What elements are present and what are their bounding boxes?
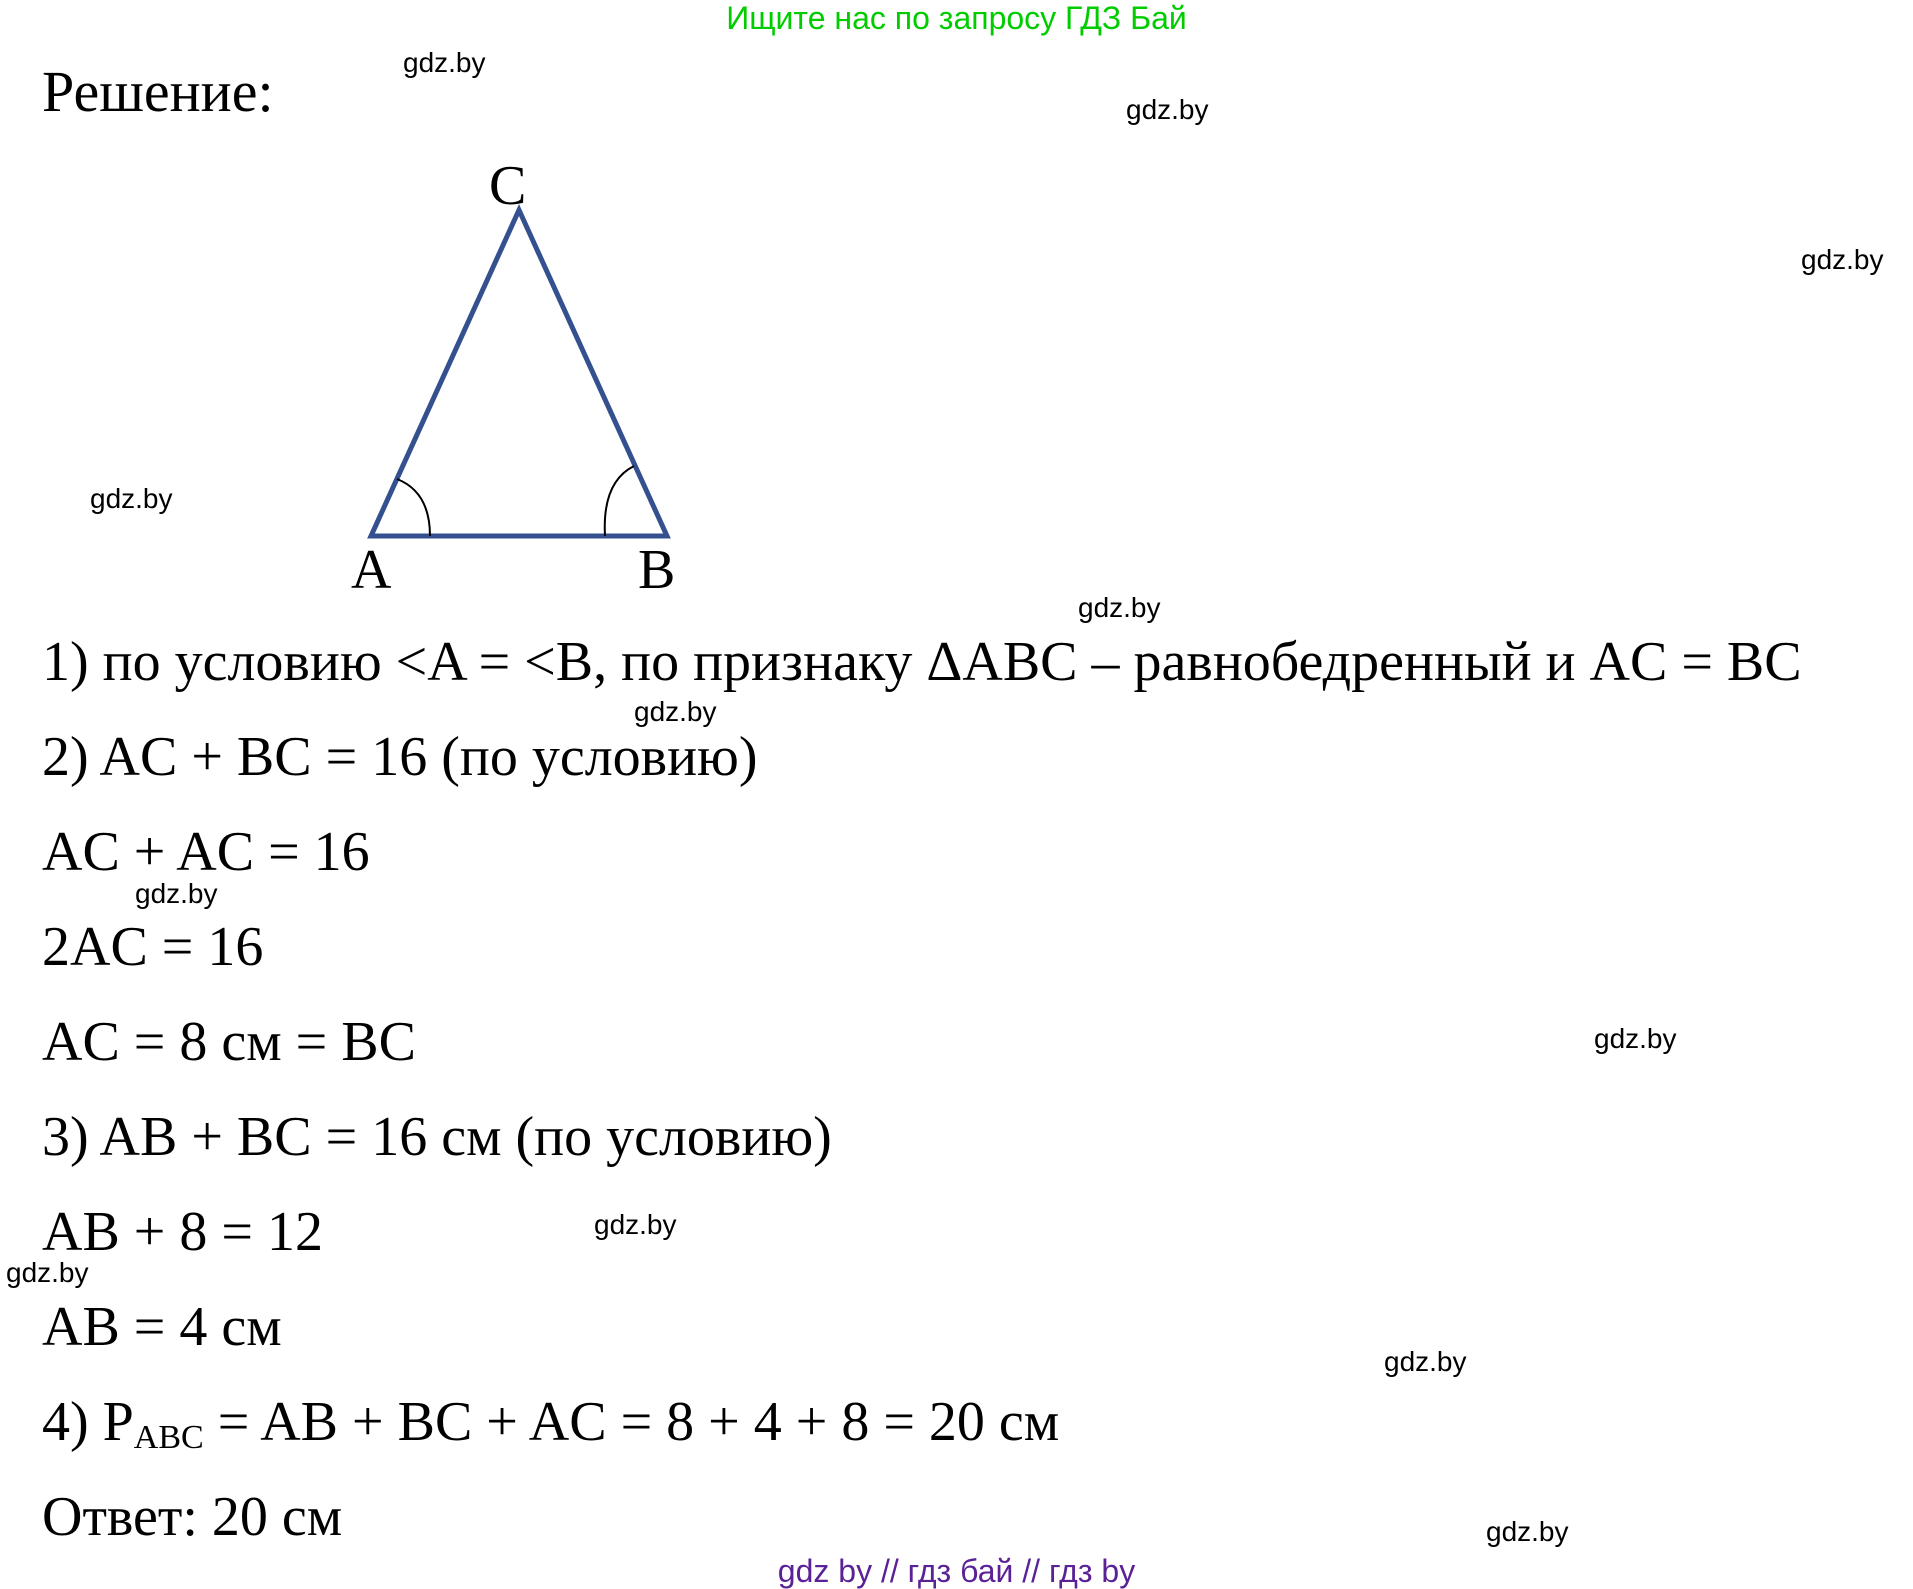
solution-line-1: 1) по условию <A = <B, по признаку ΔABC – равнобедренный и AC = BC <box>42 631 1802 693</box>
search-banner: Ищите нас по запросу ГДЗ Бай <box>726 0 1187 36</box>
watermark: gdz.by <box>1486 1516 1569 1547</box>
perimeter-prefix: 4) P <box>42 1391 134 1453</box>
watermark: gdz.by <box>1384 1346 1467 1377</box>
solution-line-7: AB + 8 = 12 <box>42 1201 323 1263</box>
watermark: gdz.by <box>135 878 218 909</box>
solution-line-9 <box>42 1391 1060 1456</box>
triangle-abc <box>371 210 667 536</box>
solution-line-4: 2AC = 16 <box>42 916 264 978</box>
watermark: gdz.by <box>1126 94 1209 125</box>
watermark: gdz.by <box>1594 1023 1677 1054</box>
solution-line-5: AC = 8 см = BC <box>42 1011 416 1073</box>
watermark: gdz.by <box>6 1257 89 1288</box>
watermark: gdz.by <box>90 483 173 514</box>
watermark: gdz.by <box>1078 592 1161 623</box>
watermark: gdz.by <box>403 47 486 78</box>
watermark: gdz.by <box>1801 244 1884 275</box>
watermark: gdz.by <box>634 696 717 727</box>
angle-arc-b <box>605 466 634 536</box>
watermark: gdz.by <box>594 1209 677 1240</box>
footer-links: gdz by // гдз бай // гдз by <box>777 1553 1136 1589</box>
angle-arc-a <box>397 479 430 536</box>
solution-heading: Решение: <box>42 59 274 124</box>
answer-line: Ответ: 20 см <box>42 1486 343 1548</box>
perimeter-subscript: ABC <box>133 1419 204 1456</box>
solution-line-6: 3) AB + BC = 16 см (по условию) <box>42 1106 832 1168</box>
solution-line-3: AC + AC = 16 <box>42 821 370 883</box>
solution-line-2: 2) AC + BC = 16 (по условию) <box>42 726 758 788</box>
solution-line-8: AB = 4 см <box>42 1296 282 1358</box>
vertex-label-c: C <box>489 155 527 217</box>
vertex-label-a: A <box>351 539 392 601</box>
perimeter-rest: = AB + BC + AC = 8 + 4 + 8 = 20 см <box>203 1391 1060 1453</box>
vertex-label-b: B <box>638 539 676 601</box>
